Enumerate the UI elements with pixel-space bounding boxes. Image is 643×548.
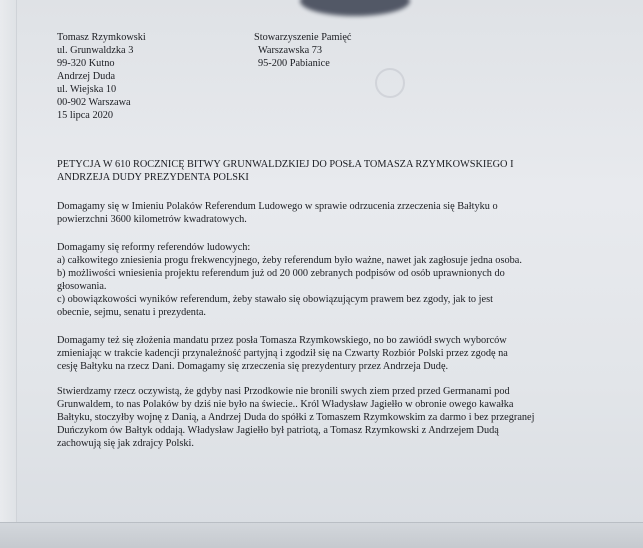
paragraph-line: c) obowiązkowości wyników referendum, żeby stawało się obowiązującym prawem bez zgody, jak to jest (57, 294, 493, 305)
paragraph-line: Domagamy też się złożenia mandatu przez posła Tomasza Rzymkowskiego, no bo zawiódł swych wyborców (57, 335, 507, 346)
sender-address (57, 31, 146, 122)
paragraph-line: zmieniając w trakcie kadencji przynależność partyjną i zgodził się na Czwarty Rozbiór Polski przez zgodę na (57, 348, 508, 359)
paragraph-line: Domagamy się w Imieniu Polaków Referendum Ludowego w sprawie odrzucenia zrzeczenia się Bałtyku o (57, 201, 498, 212)
paragraph-line: Stwierdzamy rzecz oczywistą, że gdyby nasi Przodkowie nie bronili swych ziem przed przed Germanami pod (57, 386, 510, 397)
paragraph-line: Grunwaldem, to nas Polaków by dziś nie było na świecie.. Król Władysław Jagiełło w obronie owego kawałka (57, 399, 514, 410)
recipient-line: 95-200 Pabianice (258, 58, 330, 69)
paragraph-line: obecnie, sejmu, senatu i prezydenta. (57, 307, 206, 318)
paragraph-line: Duńczykom ów Bałtyk oddają. Władysław Jagiełło był patriotą, a Tomasz Rzymkowski z Andrzejem Dudą (57, 425, 499, 436)
title-line: ANDRZEJA DUDY PREZYDENTA POLSKI (57, 172, 249, 183)
sender-line: 00-902 Warszawa (57, 97, 131, 108)
show-through-seal (375, 68, 405, 98)
paragraph-referendum-reform (57, 241, 522, 319)
recipient-address (254, 31, 352, 70)
letter-date: 15 lipca 2020 (57, 110, 114, 121)
paragraph-statement (57, 385, 534, 450)
paragraph-referendum-demand (57, 200, 498, 226)
paragraph-line: Domagamy się reformy referendów ludowych: (57, 242, 251, 253)
recipient-line: Stowarzyszenie Pamięć (254, 32, 352, 43)
letter-sheet (20, 0, 640, 522)
paragraph-line: a) całkowitego zniesienia progu frekwencyjnego, żeby referendum było ważne, nawet jak zagłosuje jedna osoba. (57, 255, 522, 266)
paragraph-line: zachowują się jak zdrajcy Polski. (57, 438, 194, 449)
paragraph-line: powierzchni 3600 kilometrów kwadratowych. (57, 214, 247, 225)
sender-line: 99-320 Kutno (57, 58, 115, 69)
sender-line: ul. Grunwaldzka 3 (57, 45, 134, 56)
title-line: PETYCJA W 610 ROCZNICĘ BITWY GRUNWALDZKIEJ DO POSŁA TOMASZA RZYMKOWSKIEGO I (57, 159, 514, 170)
paragraph-line: głosowania. (57, 281, 107, 292)
recipient-line: Warszawska 73 (258, 45, 323, 56)
sender-line: ul. Wiejska 10 (57, 84, 117, 95)
sender-line: Tomasz Rzymkowski (57, 32, 146, 43)
paragraph-mandate-demand (57, 334, 508, 373)
paragraph-line: cesję Bałtyku na rzecz Dani. Domagamy się zrzeczenia się prezydentury przez Andrzeja Dudę. (57, 361, 449, 372)
sender-line: Andrzej Duda (57, 71, 116, 82)
petition-title (57, 158, 597, 184)
paper-edge-left (0, 0, 17, 548)
paper-edge-bottom (0, 522, 643, 548)
paragraph-line: Bałtyku, stoczyłby wojnę z Danią, a Andrzej Duda do spółki z Tomaszem Rzymkowskim za darmo i bez przegranej (57, 412, 535, 423)
paragraph-line: b) możliwości wniesienia projektu referendum już od 20 000 zebranych podpisów od osób uprawnionych do (57, 268, 505, 279)
